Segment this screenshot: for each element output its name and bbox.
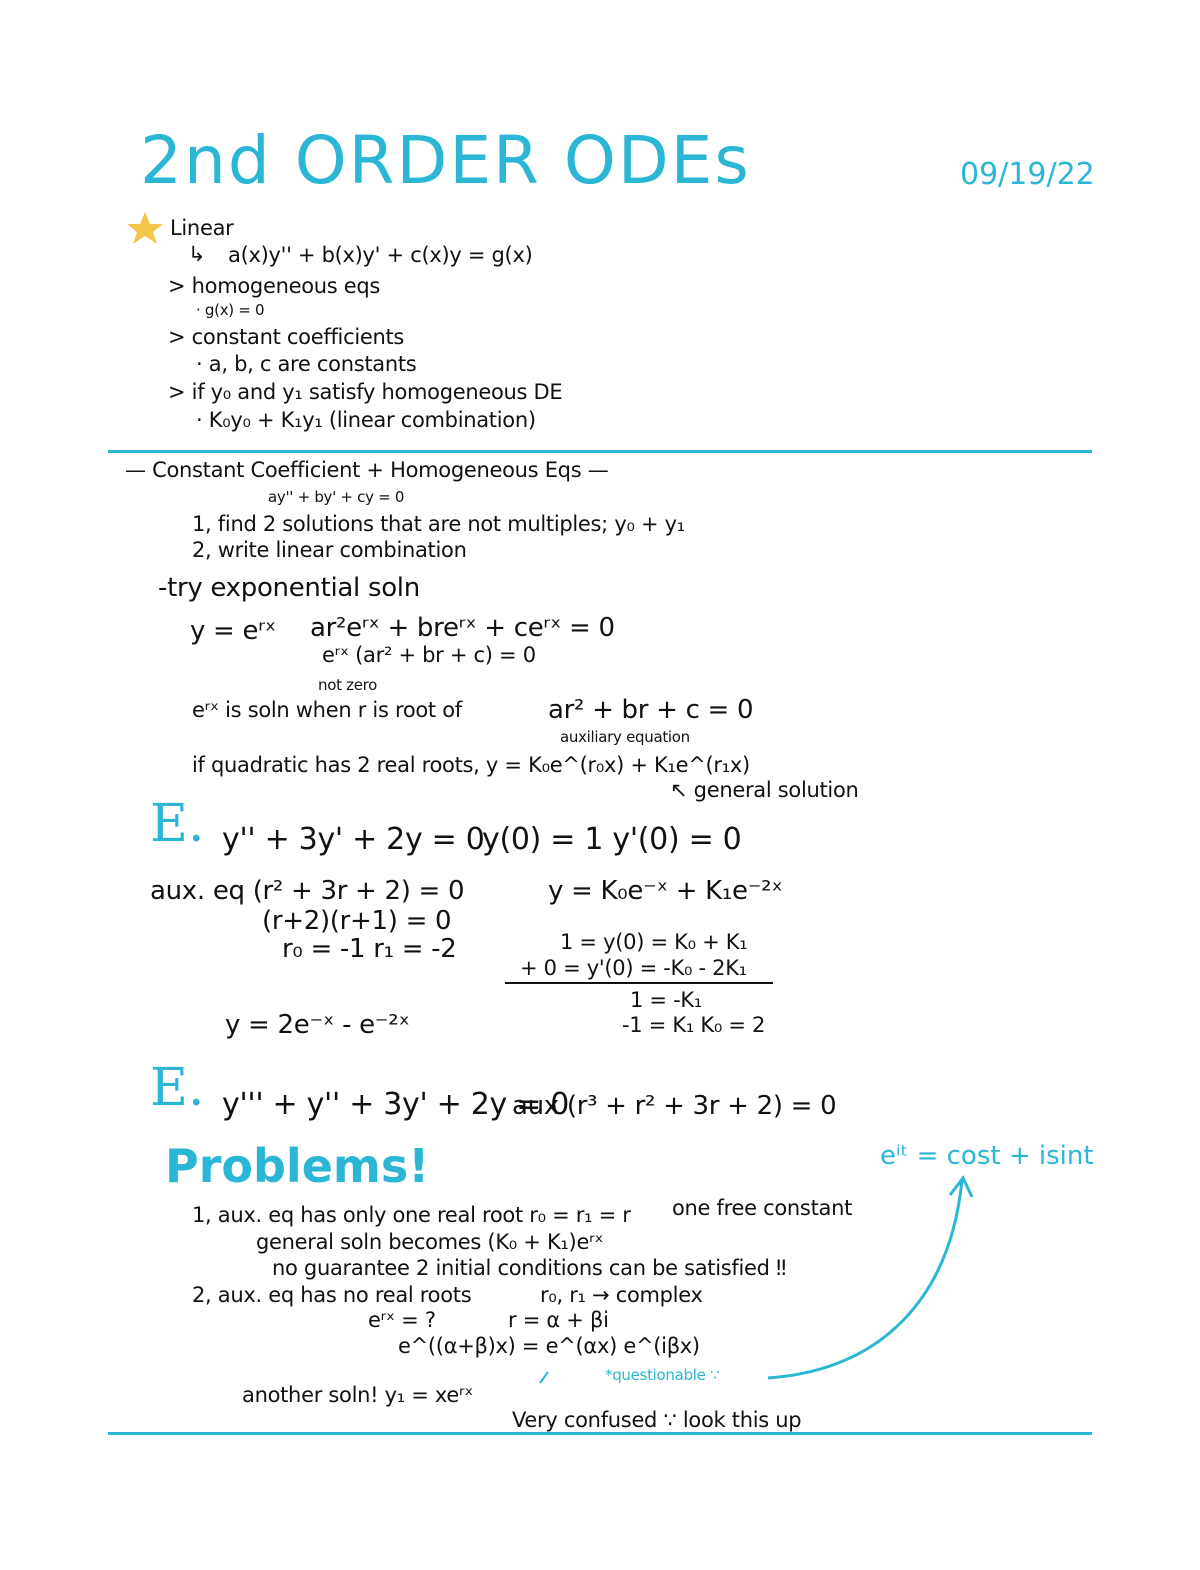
general-solution-text: general solution bbox=[693, 778, 859, 802]
linear-heading: Linear bbox=[170, 216, 234, 240]
linear-bullet-5: > if y₀ and y₁ satisfy homogeneous DE bbox=[168, 380, 563, 404]
problem-2-exp: eʳˣ = ? bbox=[368, 1308, 436, 1332]
general-solution-label: ↖ general solution bbox=[670, 778, 859, 802]
step-2: 2, write linear combination bbox=[192, 538, 467, 562]
aux-equation: ar² + br + c = 0 bbox=[548, 695, 754, 725]
sum-line bbox=[505, 982, 773, 984]
not-zero-note: not zero bbox=[318, 676, 378, 694]
date: 09/19/22 bbox=[960, 157, 1095, 192]
example-2-aux: aux (r³ + r² + 3r + 2) = 0 bbox=[512, 1091, 837, 1121]
factored: eʳˣ (ar² + br + c) = 0 bbox=[322, 643, 536, 667]
substitution: ar²eʳˣ + breʳˣ + ceʳˣ = 0 bbox=[310, 613, 615, 643]
euler-formula: eⁱᵗ = cost + isint bbox=[880, 1141, 1094, 1171]
linear-bullet-4: · a, b, c are constants bbox=[196, 352, 417, 376]
root-text: eʳˣ is soln when r is root of bbox=[192, 698, 462, 722]
problem-1-issue: no guarantee 2 initial conditions can be satisfied ‼ bbox=[272, 1256, 786, 1280]
example-1-answer: y = 2e⁻ˣ - e⁻²ˣ bbox=[225, 1010, 410, 1040]
section-heading: — Constant Coefficient + Homogeneous Eqs — bbox=[125, 458, 609, 482]
linear-bullet-6: · K₀y₀ + K₁y₁ (linear combination) bbox=[196, 408, 536, 432]
linear-bullet-2: · g(x) = 0 bbox=[196, 301, 265, 319]
example-1-ode: y'' + 3y' + 2y = 0 bbox=[222, 822, 485, 857]
example-1-aux: aux. eq (r² + 3r + 2) = 0 bbox=[150, 876, 465, 906]
example-1-mark: E. bbox=[150, 794, 205, 854]
example-1-ic1: 1 = y(0) = K₀ + K₁ bbox=[560, 930, 748, 954]
example-1-roots: r₀ = -1 r₁ = -2 bbox=[282, 934, 457, 964]
example-1-ic2: + 0 = y'(0) = -K₀ - 2K₁ bbox=[520, 956, 747, 980]
another-solution: another soln! y₁ = xeʳˣ bbox=[242, 1383, 474, 1407]
aux-label: auxiliary equation bbox=[560, 728, 690, 746]
section-equation: ay'' + by' + cy = 0 bbox=[268, 488, 405, 506]
questionable-note: *questionable ∵ bbox=[605, 1366, 720, 1384]
divider-bottom bbox=[108, 1432, 1092, 1435]
page-title: 2nd ORDER ODEs bbox=[140, 122, 751, 199]
example-1-k-values: -1 = K₁ K₀ = 2 bbox=[622, 1013, 766, 1037]
example-1-ic: y(0) = 1 y'(0) = 0 bbox=[482, 822, 742, 857]
problem-2-r: r = α + βi bbox=[508, 1308, 609, 1332]
problem-1-note: one free constant bbox=[672, 1196, 853, 1220]
example-2-ode: y''' + y'' + 3y' + 2y = 0 bbox=[222, 1087, 570, 1122]
divider-top bbox=[108, 450, 1092, 453]
problem-2: 2, aux. eq has no real roots bbox=[192, 1283, 472, 1307]
confused-note: Very confused ∵ look this up bbox=[512, 1408, 802, 1432]
linear-bullet-1: > homogeneous eqs bbox=[168, 274, 381, 298]
try-label: -try exponential soln bbox=[158, 573, 420, 603]
example-1-sum: 1 = -K₁ bbox=[630, 988, 702, 1012]
problem-2-split: e^((α+β)x) = e^(αx) e^(iβx) bbox=[398, 1334, 700, 1358]
problem-2-roots: r₀, r₁ → complex bbox=[540, 1283, 703, 1307]
problems-heading: Problems! bbox=[165, 1139, 430, 1193]
linear-bullet-3: > constant coefficients bbox=[168, 325, 405, 349]
quadratic-text: if quadratic has 2 real roots, y = K₀e^(r₀x) + K₁e^(r₁x) bbox=[192, 753, 750, 777]
example-1-factor: (r+2)(r+1) = 0 bbox=[262, 906, 452, 936]
problem-1: 1, aux. eq has only one real root r₀ = r₁ = r bbox=[192, 1203, 631, 1227]
problem-1-general: general soln becomes (K₀ + K₁)eʳˣ bbox=[256, 1230, 604, 1254]
arrow-icon: ↳ bbox=[188, 242, 206, 266]
y-guess: y = eʳˣ bbox=[190, 616, 276, 646]
example-2-mark: E. bbox=[150, 1058, 205, 1118]
linear-equation: a(x)y'' + b(x)y' + c(x)y = g(x) bbox=[228, 243, 533, 267]
example-1-general: y = K₀e⁻ˣ + K₁e⁻²ˣ bbox=[548, 876, 783, 906]
step-1: 1, find 2 solutions that are not multiples; y₀ + y₁ bbox=[192, 512, 685, 536]
